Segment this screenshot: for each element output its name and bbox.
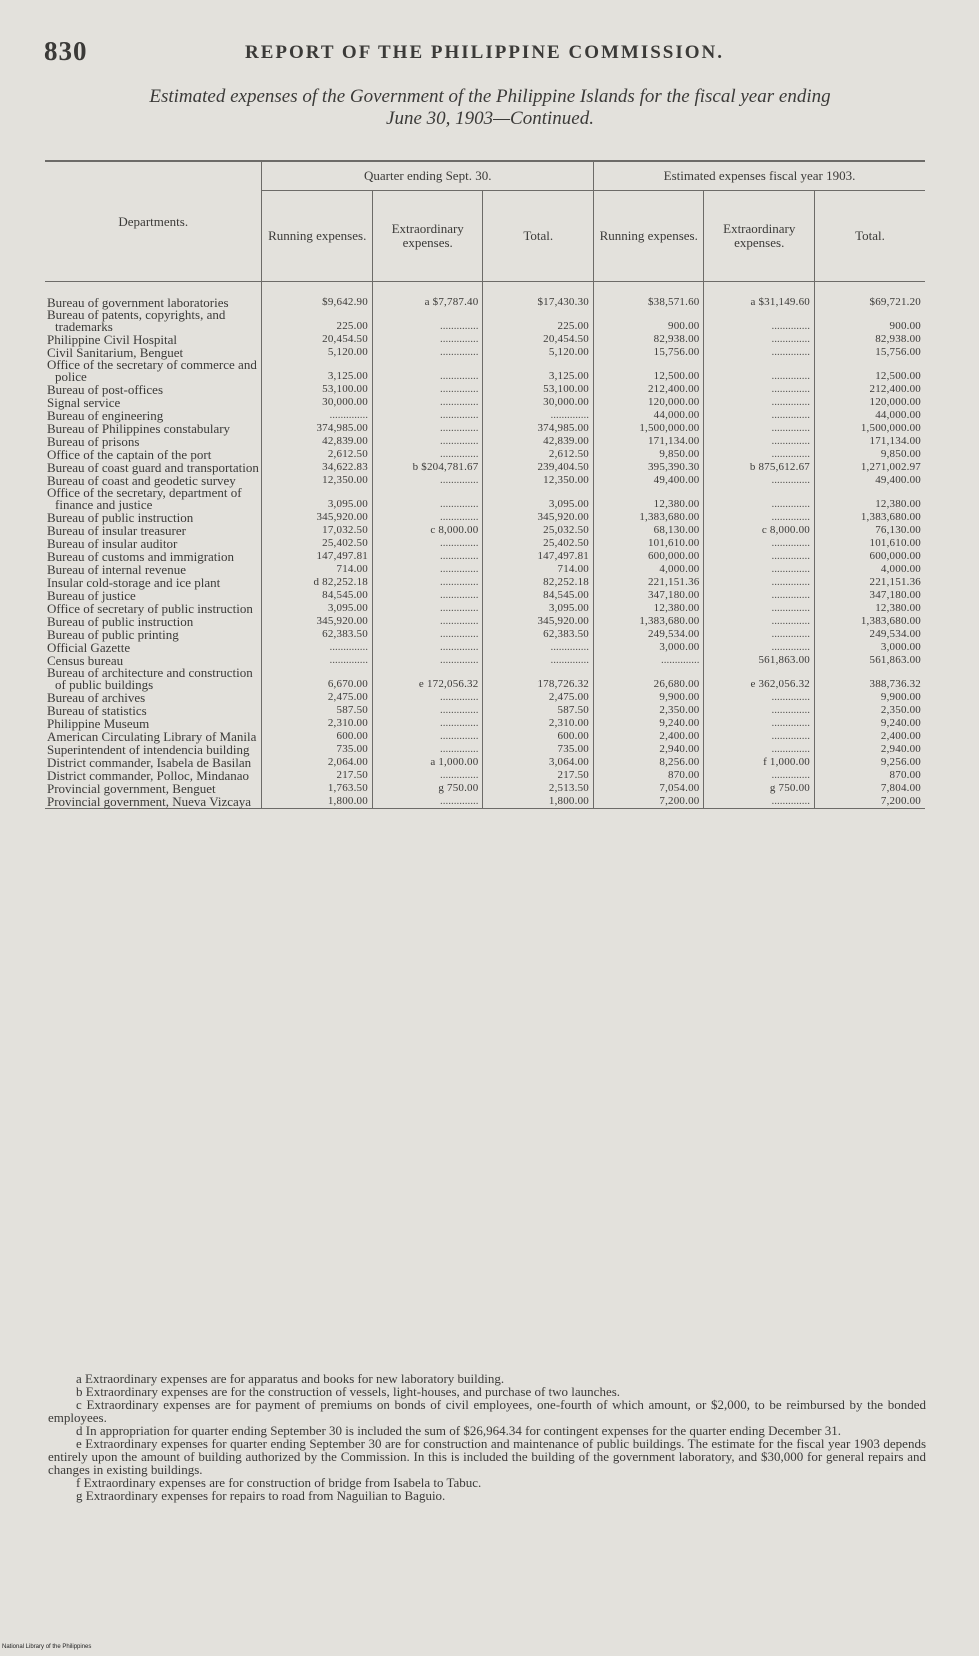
cell-y-run: 12,380.00 [593,487,704,511]
cell-empty: .............. [372,409,483,422]
cell-empty: .............. [704,602,815,615]
cell-empty: .............. [704,769,815,782]
cell-y-run: 2,940.00 [593,743,704,756]
table-row [45,524,925,537]
cell-q-tot: 1,800.00 [483,795,594,809]
department-name: Official Gazette [47,640,131,655]
cell-q-run: 1,800.00 [262,795,373,809]
cell-empty: .............. [704,409,815,422]
footnote: e Extraordinary expenses for quarter ending September 30 are for construction and maintenance of public buildings. The estimate for the fiscal year 1903 depends entirely upon the amount of building authorized by the Commission. In this is included the building of the government laboratory, and $30,000 for general repairs and changes in existing buildings. [48,1436,926,1477]
footnote: b Extraordinary expenses are for the construction of vessels, light-houses, and purchase of two launches. [76,1384,621,1399]
cell-q-tot: 5,120.00 [483,346,594,359]
running-head: REPORT OF THE PHILIPPINE COMMISSION. [245,42,725,63]
cell-q-run: 2,310.00 [262,717,373,730]
cell-empty: .............. [704,743,815,756]
cell-y-tot: 561,863.00 [814,654,925,667]
cell-q-tot: 25,032.50 [483,524,594,537]
cell-empty: .............. [372,602,483,615]
cell-q-ext: a 1,000.00 [372,756,483,769]
department-name: Bureau of public printing [47,627,179,642]
cell-y-ext: b 875,612.67 [704,461,815,474]
department-name: Philippine Museum [47,716,150,731]
cell-y-run: 212,400.00 [593,383,704,396]
cell-q-tot: 735.00 [483,743,594,756]
cell-empty: .............. [704,628,815,641]
cell-empty: .............. [262,641,373,654]
cell-empty: .............. [372,333,483,346]
cell-empty: .............. [483,641,594,654]
cell-y-run: 395,390.30 [593,461,704,474]
table-row [45,628,925,641]
cell-y-tot: 1,500,000.00 [814,422,925,435]
cell-q-tot: 3,064.00 [483,756,594,769]
department-name: Bureau of statistics [47,703,147,718]
cell-empty: .............. [593,654,704,667]
cell-y-tot: 7,804.00 [814,782,925,795]
header-departments: Departments. [45,161,262,282]
cell-empty: .............. [704,422,815,435]
cell-y-run: 2,350.00 [593,704,704,717]
department-name: Bureau of post-offices [47,382,164,397]
cell-q-run: 5,120.00 [262,346,373,359]
header-year-extraordinary: Extraordinary expenses. [704,191,815,282]
cell-empty: .............. [372,511,483,524]
department-name: Bureau of justice [47,588,136,603]
cell-y-tot: 3,000.00 [814,641,925,654]
header-quarter-running: Running expenses. [262,191,373,282]
department-name: Bureau of coast and geodetic survey [47,473,236,488]
department-name: Office of the secretary, department of finance and justice [47,485,242,512]
cell-y-tot: 212,400.00 [814,383,925,396]
cell-empty: .............. [704,448,815,461]
cell-y-run: 3,000.00 [593,641,704,654]
cell-y-tot: 2,400.00 [814,730,925,743]
cell-empty: .............. [372,309,483,333]
header-year-total: Total. [814,191,925,282]
cell-empty: .............. [372,704,483,717]
cell-empty: .............. [372,487,483,511]
cell-q-tot: 345,920.00 [483,615,594,628]
table-row [45,422,925,435]
cell-y-ext: f 1,000.00 [704,756,815,769]
cell-empty: .............. [704,474,815,487]
department-name: Provincial government, Benguet [47,781,216,796]
cell-q-run: 2,612.50 [262,448,373,461]
cell-q-run: 714.00 [262,563,373,576]
department-name: Bureau of government laboratories [47,295,229,310]
cell-y-tot: 221,151.36 [814,576,925,589]
cell-q-run: 225.00 [262,309,373,333]
department-name: Superintendent of intendencia building [47,742,250,757]
department-name: Bureau of coast guard and transportation [47,460,259,475]
cell-q-ext: b $204,781.67 [372,461,483,474]
cell-y-run: 9,240.00 [593,717,704,730]
cell-q-run: 3,095.00 [262,602,373,615]
cell-q-ext: g 750.00 [372,782,483,795]
cell-empty: .............. [704,383,815,396]
cell-y-run: 49,400.00 [593,474,704,487]
cell-q-run: 6,670.00 [262,667,373,691]
footnote: f Extraordinary expenses are for construction of bridge from Isabela to Tabuc. [76,1475,482,1490]
cell-q-tot: 587.50 [483,704,594,717]
cell-empty: .............. [372,641,483,654]
cell-empty: .............. [372,537,483,550]
header-year-running: Running expenses. [593,191,704,282]
cell-y-ext: a $31,149.60 [704,282,815,310]
department-name: Bureau of insular auditor [47,536,178,551]
department-name: District commander, Isabela de Basilan [47,755,252,770]
cell-y-run: 12,380.00 [593,602,704,615]
cell-q-run: 17,032.50 [262,524,373,537]
cell-q-run: 345,920.00 [262,511,373,524]
cell-empty: .............. [704,615,815,628]
cell-y-run: 7,200.00 [593,795,704,809]
cell-y-run: 171,134.00 [593,435,704,448]
cell-q-tot: 30,000.00 [483,396,594,409]
cell-q-tot: 2,612.50 [483,448,594,461]
department-name: Bureau of public instruction [47,614,194,629]
cell-empty: .............. [372,396,483,409]
table-row [45,359,925,383]
cell-q-ext: c 8,000.00 [372,524,483,537]
header-quarter-extraordinary: Extraordinary expenses. [372,191,483,282]
cell-y-run: 26,680.00 [593,667,704,691]
expenses-table [45,160,925,809]
cell-y-tot: 171,134.00 [814,435,925,448]
cell-y-tot: 9,240.00 [814,717,925,730]
cell-empty: .............. [372,346,483,359]
department-name: Bureau of insular treasurer [47,523,186,538]
cell-y-tot: 12,380.00 [814,602,925,615]
cell-q-tot: $17,430.30 [483,282,594,310]
cell-empty: .............. [372,550,483,563]
scan-footer: National Library of the Philippines [2,1644,92,1650]
cell-y-run: 900.00 [593,309,704,333]
cell-y-tot: 4,000.00 [814,563,925,576]
cell-y-tot: 388,736.32 [814,667,925,691]
cell-q-tot: 217.50 [483,769,594,782]
cell-y-tot: 2,940.00 [814,743,925,756]
cell-y-run: 12,500.00 [593,359,704,383]
cell-q-tot: 239,404.50 [483,461,594,474]
cell-empty: .............. [262,654,373,667]
cell-y-tot: 12,500.00 [814,359,925,383]
cell-y-tot: 82,938.00 [814,333,925,346]
cell-q-tot: 12,350.00 [483,474,594,487]
cell-y-ext: e 362,056.32 [704,667,815,691]
cell-y-run: 4,000.00 [593,563,704,576]
department-name: Bureau of architecture and construction of public buildings [47,665,253,692]
table-row [45,396,925,409]
cell-q-tot: 25,402.50 [483,537,594,550]
cell-q-tot: 2,310.00 [483,717,594,730]
cell-q-tot: 53,100.00 [483,383,594,396]
cell-empty: .............. [704,487,815,511]
cell-y-ext: 561,863.00 [704,654,815,667]
cell-y-tot: 249,534.00 [814,628,925,641]
cell-empty: .............. [372,615,483,628]
cell-y-run: 8,256.00 [593,756,704,769]
cell-empty: .............. [372,448,483,461]
department-name: Bureau of engineering [47,408,164,423]
department-name: Provincial government, Nueva Vizcaya [45,795,262,809]
cell-empty: .............. [704,550,815,563]
cell-empty: .............. [704,309,815,333]
department-name: Insular cold-storage and ice plant [47,575,221,590]
cell-empty: .............. [372,691,483,704]
cell-y-tot: 9,256.00 [814,756,925,769]
cell-q-run: 3,095.00 [262,487,373,511]
cell-q-tot: 3,095.00 [483,487,594,511]
cell-y-tot: 1,271,002.97 [814,461,925,474]
department-name: District commander, Polloc, Mindanao [47,768,250,783]
cell-empty: .............. [372,563,483,576]
cell-y-run: 870.00 [593,769,704,782]
cell-q-run: 345,920.00 [262,615,373,628]
cell-y-tot: 1,383,680.00 [814,511,925,524]
cell-q-run: 53,100.00 [262,383,373,396]
cell-q-run: 25,402.50 [262,537,373,550]
department-name: Bureau of customs and immigration [47,549,235,564]
cell-y-tot: $69,721.20 [814,282,925,310]
cell-empty: .............. [372,589,483,602]
department-name: Bureau of archives [47,690,146,705]
cell-y-run: 68,130.00 [593,524,704,537]
department-name: Office of secretary of public instruction [47,601,253,616]
page-header [40,36,940,66]
cell-empty: .............. [704,435,815,448]
department-name: American Circulating Library of Manila [47,729,257,744]
cell-y-tot: 12,380.00 [814,487,925,511]
cell-y-tot: 44,000.00 [814,409,925,422]
footnote: d In appropriation for quarter ending September 30 is included the sum of $26,964.34 for contingent expenses for the quarter ending December 31. [76,1423,841,1438]
cell-y-tot: 600,000.00 [814,550,925,563]
cell-y-tot: 49,400.00 [814,474,925,487]
cell-y-tot: 1,383,680.00 [814,615,925,628]
cell-empty: .............. [704,396,815,409]
cell-q-ext: a $7,787.40 [372,282,483,310]
cell-y-run: 9,900.00 [593,691,704,704]
cell-y-tot: 2,350.00 [814,704,925,717]
cell-q-run: 12,350.00 [262,474,373,487]
department-name: Signal service [47,395,121,410]
cell-q-run: 2,064.00 [262,756,373,769]
cell-empty: .............. [372,435,483,448]
cell-y-tot: 101,610.00 [814,537,925,550]
cell-q-run: 600.00 [262,730,373,743]
cell-q-run: 20,454.50 [262,333,373,346]
cell-q-tot: 147,497.81 [483,550,594,563]
department-name: Philippine Civil Hospital [47,332,178,347]
cell-empty: .............. [704,511,815,524]
cell-q-tot: 62,383.50 [483,628,594,641]
cell-q-tot: 84,545.00 [483,589,594,602]
cell-y-run: 1,383,680.00 [593,615,704,628]
cell-empty: .............. [704,333,815,346]
cell-empty: .............. [372,383,483,396]
cell-y-tot: 9,850.00 [814,448,925,461]
cell-q-tot: 178,726.32 [483,667,594,691]
header-quarter-group: Quarter ending Sept. 30. [262,161,594,191]
cell-q-run: 1,763.50 [262,782,373,795]
department-name: Bureau of prisons [47,434,140,449]
cell-y-tot: 9,900.00 [814,691,925,704]
cell-y-tot: 870.00 [814,769,925,782]
table-row [45,309,925,333]
cell-empty: .............. [704,641,815,654]
cell-empty: .............. [372,654,483,667]
cell-q-run: 587.50 [262,704,373,717]
cell-q-run: 2,475.00 [262,691,373,704]
cell-empty: .............. [372,769,483,782]
cell-q-tot: 600.00 [483,730,594,743]
table-title [40,86,940,130]
table-row [45,282,925,310]
cell-empty: .............. [704,537,815,550]
cell-q-tot: 2,513.50 [483,782,594,795]
cell-empty: .............. [704,589,815,602]
cell-q-run: 30,000.00 [262,396,373,409]
table-row [45,795,925,809]
cell-empty: .............. [704,563,815,576]
cell-q-tot: 82,252.18 [483,576,594,589]
table-title-line-1: Estimated expenses of the Government of the Philippine Islands for the fiscal year ending [149,86,831,107]
cell-y-run: 7,054.00 [593,782,704,795]
cell-q-tot: 20,454.50 [483,333,594,346]
table-body [45,282,925,809]
cell-y-run: 82,938.00 [593,333,704,346]
cell-empty: .............. [372,576,483,589]
table-row [45,704,925,717]
table-row [45,576,925,589]
cell-empty: .............. [372,795,483,809]
department-name: Bureau of Philippines constabulary [47,421,231,436]
cell-q-run: 42,839.00 [262,435,373,448]
cell-empty: .............. [704,704,815,717]
cell-empty: .............. [372,717,483,730]
cell-y-run: 1,383,680.00 [593,511,704,524]
cell-empty: .............. [372,422,483,435]
cell-y-run: 221,151.36 [593,576,704,589]
table-row [45,383,925,396]
cell-y-run: 600,000.00 [593,550,704,563]
cell-y-run: 2,400.00 [593,730,704,743]
department-name: Census bureau [47,653,124,668]
cell-empty: .............. [704,717,815,730]
cell-empty: .............. [483,409,594,422]
cell-y-tot: 347,180.00 [814,589,925,602]
department-name: Civil Sanitarium, Benguet [47,345,184,360]
cell-empty: .............. [704,691,815,704]
cell-empty: .............. [372,730,483,743]
cell-y-run: 249,534.00 [593,628,704,641]
cell-q-tot: 42,839.00 [483,435,594,448]
cell-empty: .............. [704,359,815,383]
cell-y-run: 101,610.00 [593,537,704,550]
cell-q-run: 374,985.00 [262,422,373,435]
header-quarter-total: Total. [483,191,594,282]
cell-y-ext: c 8,000.00 [704,524,815,537]
cell-empty: .............. [372,743,483,756]
cell-empty: .............. [704,346,815,359]
table-row [45,691,925,704]
cell-y-run: $38,571.60 [593,282,704,310]
cell-q-run: 735.00 [262,743,373,756]
table-title-line-2: June 30, 1903—Continued. [386,108,594,129]
department-name: Bureau of public instruction [47,510,194,525]
cell-empty: .............. [372,628,483,641]
cell-y-run: 44,000.00 [593,409,704,422]
table-row [45,487,925,511]
cell-q-run: 34,622.83 [262,461,373,474]
cell-q-tot: 3,095.00 [483,602,594,615]
cell-q-tot: 225.00 [483,309,594,333]
cell-y-tot: 7,200.00 [814,795,925,809]
cell-q-run: 147,497.81 [262,550,373,563]
cell-empty: .............. [704,576,815,589]
cell-y-run: 1,500,000.00 [593,422,704,435]
cell-y-tot: 15,756.00 [814,346,925,359]
page-number: 830 [44,36,88,66]
cell-q-ext: e 172,056.32 [372,667,483,691]
cell-q-tot: 714.00 [483,563,594,576]
footnote: g Extraordinary expenses for repairs to road from Naguilian to Baguio. [76,1488,446,1503]
footnote: a Extraordinary expenses are for apparatus and books for new laboratory building. [76,1371,505,1386]
cell-q-tot: 2,475.00 [483,691,594,704]
cell-empty: .............. [704,795,815,809]
cell-q-run: 3,125.00 [262,359,373,383]
header-year-group: Estimated expenses fiscal year 1903. [593,161,925,191]
cell-y-run: 347,180.00 [593,589,704,602]
table-row [45,667,925,691]
cell-y-run: 15,756.00 [593,346,704,359]
cell-q-run: $9,642.90 [262,282,373,310]
cell-empty: .............. [372,474,483,487]
cell-empty: .............. [372,359,483,383]
cell-q-run: 84,545.00 [262,589,373,602]
cell-y-ext: g 750.00 [704,782,815,795]
cell-y-run: 9,850.00 [593,448,704,461]
cell-y-run: 120,000.00 [593,396,704,409]
department-name: Office of the secretary of commerce and police [47,357,257,384]
department-name: Bureau of internal revenue [47,562,186,577]
cell-y-tot: 120,000.00 [814,396,925,409]
cell-empty: .............. [483,654,594,667]
footnotes [48,1372,926,1502]
department-name: Bureau of patents, copyrights, and trademarks [47,307,226,334]
cell-empty: .............. [704,730,815,743]
cell-q-tot: 374,985.00 [483,422,594,435]
table-row [45,641,925,654]
department-name: Office of the captain of the port [47,447,212,462]
cell-q-run: 62,383.50 [262,628,373,641]
cell-y-tot: 900.00 [814,309,925,333]
cell-empty: .............. [262,409,373,422]
cell-y-tot: 76,130.00 [814,524,925,537]
cell-q-tot: 345,920.00 [483,511,594,524]
cell-q-tot: 3,125.00 [483,359,594,383]
footnote: c Extraordinary expenses are for payment of premiums on bonds of civil employees, one-fourth of which amount, or $2,000, to be reimbursed by the bonded employees. [48,1397,926,1425]
cell-q-run: 217.50 [262,769,373,782]
cell-q-run: d 82,252.18 [262,576,373,589]
